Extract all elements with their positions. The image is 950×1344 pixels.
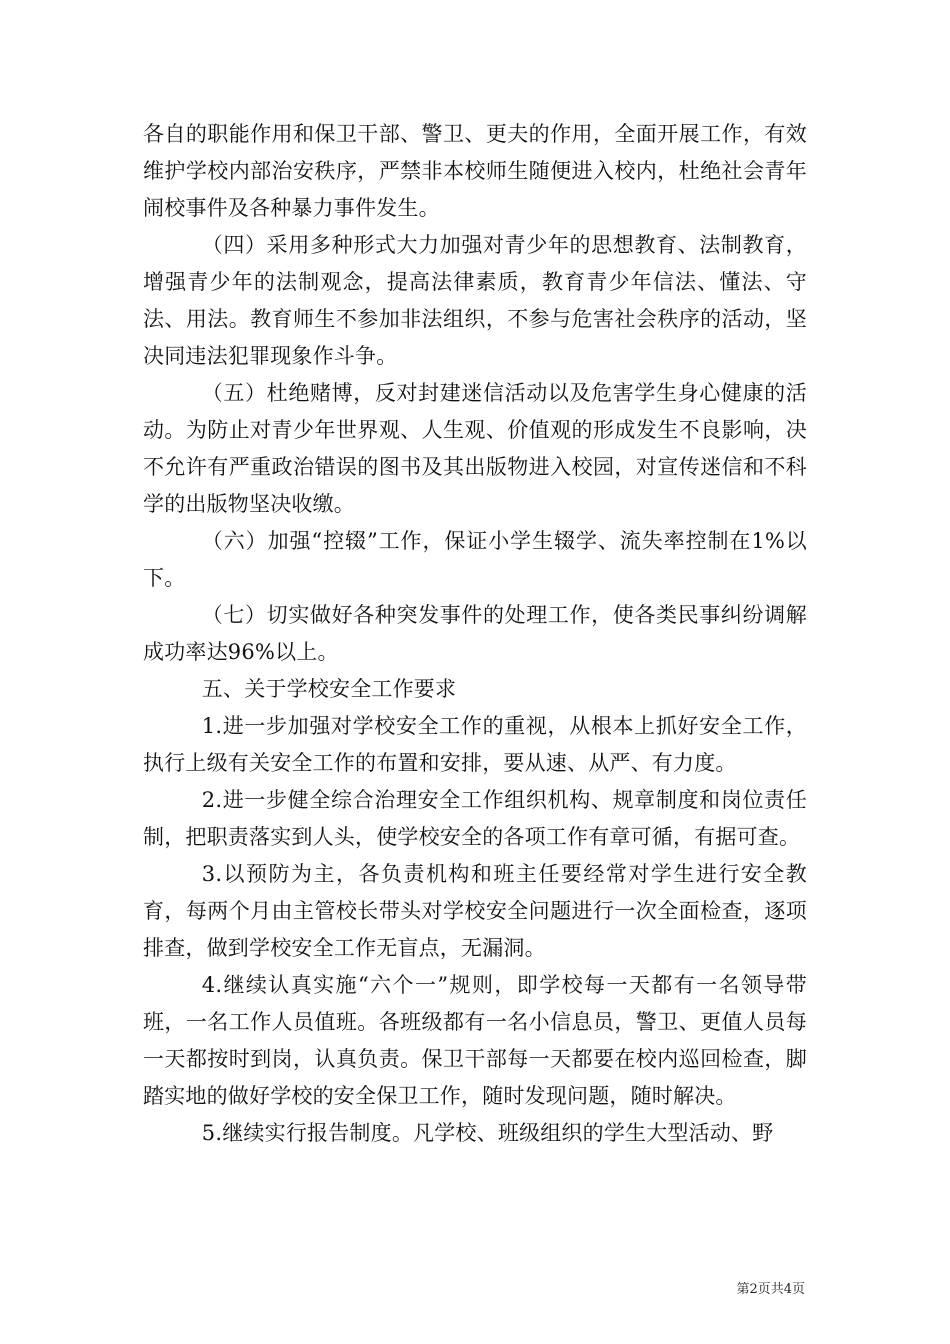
requirement-4: 4.继续认真实施“六个一”规则，即学校每一天都有一名领导带班，一名工作人员值班。各班级都有一名小信息员，警卫、更值人员每一天都按时到岗，认真负责。保卫干部每一天都要在校内巡回检查，脚踏实地的做好学校的安全保卫工作，随时发现问题，随时解决。 — [143, 973, 807, 1108]
requirement-3: 3.以预防为主，各负责机构和班主任要经常对学生进行安全教育，每两个月由主管校长带头对学校安全问题进行一次全面检查，逐项排查，做到学校安全工作无盲点，无漏洞。 — [143, 862, 807, 960]
requirement-1: 1.进一步加强对学校安全工作的重视，从根本上抓好安全工作，执行上级有关安全工作的布置和安排，要从速、从严、有力度。 — [143, 714, 807, 775]
requirement-2: 2.进一步健全综合治理安全工作组织机构、规章制度和岗位责任制，把职责落实到人头，使学校安全的各项工作有章可循，有据可查。 — [143, 788, 807, 849]
paragraph-continuation: 各自的职能作用和保卫干部、警卫、更夫的作用，全面开展工作，有效维护学校内部治安秩序，严禁非本校师生随便进入校内，杜绝社会青年闹校事件及各种暴力事件发生。 — [143, 122, 807, 220]
requirement-5: 5.继续实行报告制度。凡学校、班级组织的学生大型活动、野 — [201, 1121, 774, 1145]
paragraph-item-6: （六）加强“控辍”工作，保证小学生辍学、流失率控制在1%以下。 — [143, 529, 807, 590]
section-heading-5: 五、关于学校安全工作要求 — [201, 677, 457, 701]
paragraph-item-7: （七）切实做好各种突发事件的处理工作，使各类民事纠纷调解成功率达96%以上。 — [143, 603, 807, 664]
paragraph-item-5: （五）杜绝赌博，反对封建迷信活动以及危害学生身心健康的活动。为防止对青少年世界观、人生观、价值观的形成发生不良影响，决不允许有严重政治错误的图书及其出版物进入校园，对宣传迷信和不科学的出版物坚决收缴。 — [143, 381, 807, 516]
paragraph-item-4: （四）采用多种形式大力加强对青少年的思想教育、法制教育，增强青少年的法制观念，提高法律素质，教育青少年信法、懂法、守法、用法。教育师生不参加非法组织，不参与危害社会秩序的活动，坚决同违法犯罪现象作斗争。 — [143, 233, 807, 368]
page-number-footer: 第2页共4页 — [736, 1282, 805, 1297]
document-body — [143, 116, 807, 1152]
